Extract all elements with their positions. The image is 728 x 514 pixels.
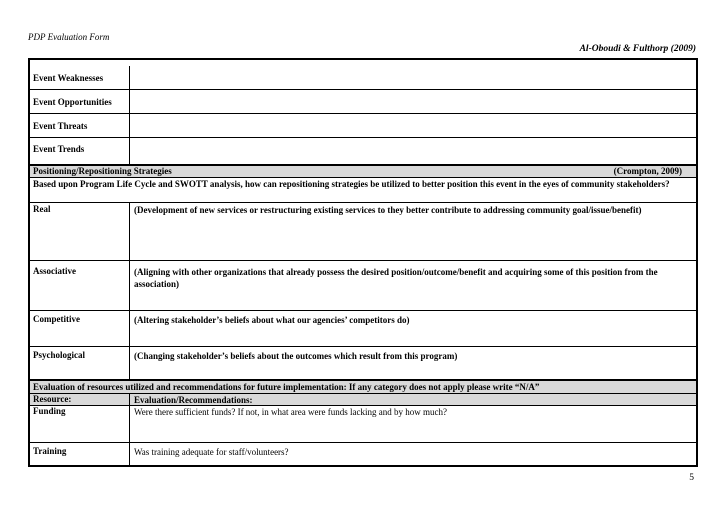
evaluation-heading-row xyxy=(30,381,696,394)
strategy-name: Associative xyxy=(33,266,76,276)
form-title: PDP Evaluation Form xyxy=(28,32,110,42)
positioning-question-row xyxy=(30,178,696,203)
resource-prompt: Were there sufficient funds? If not, in what area were funds lacking and by how much? xyxy=(134,407,447,417)
authors-citation: Al-Oboudi & Fulthorp (2009) xyxy=(579,44,696,54)
positioning-heading-row xyxy=(30,166,696,178)
strategy-row-psychological xyxy=(30,347,696,381)
resource-prompt: Was training adequate for staff/volunteers? xyxy=(134,447,289,457)
positioning-heading: Positioning/Repositioning Strategies xyxy=(33,166,172,176)
evaluation-form-table xyxy=(28,58,698,467)
evaluation-heading: Evaluation of resources utilized and recommendations for future implementation: If any category does not apply please write “N/A” xyxy=(33,382,540,392)
strategy-name: Real xyxy=(33,204,51,214)
strategy-row-associative xyxy=(30,261,696,311)
evaluation-column-headers xyxy=(30,394,696,406)
strategy-name: Competitive xyxy=(33,314,80,324)
strategy-description: (Altering stakeholder’s beliefs about what our agencies’ competitors do) xyxy=(134,315,410,325)
resource-name: Funding xyxy=(33,406,66,416)
positioning-citation: (Crompton, 2009) xyxy=(613,166,682,176)
row-label: Event Threats xyxy=(33,121,88,131)
event-opportunities-row xyxy=(30,90,696,114)
strategy-description: (Development of new services or restructuring existing services to they better contribute to addressing community goal/issue/benefit) xyxy=(134,205,642,215)
strategy-row-real xyxy=(30,203,696,261)
evaluation-row-funding xyxy=(30,406,696,443)
recommendations-column-header: Evaluation/Recommendations: xyxy=(134,395,253,405)
row-label: Event Trends xyxy=(33,144,85,154)
event-threats-row xyxy=(30,114,696,138)
positioning-question: Based upon Program Life Cycle and SWOTT analysis, how can repositioning strategies be utilized to better position this event in the eyes of community stakeholders? xyxy=(33,179,670,189)
resource-column-header: Resource: xyxy=(33,394,72,404)
event-weaknesses-row xyxy=(30,66,696,90)
resource-name: Training xyxy=(33,446,67,456)
strategy-name: Psychological xyxy=(33,350,85,360)
row-label: Event Opportunities xyxy=(33,97,112,107)
row-label: Event Weaknesses xyxy=(33,73,104,83)
evaluation-row-training xyxy=(30,443,696,467)
strategy-row-competitive xyxy=(30,311,696,347)
page-number: 5 xyxy=(689,473,694,483)
strategy-description: (Changing stakeholder’s beliefs about the outcomes which result from this program) xyxy=(134,351,458,361)
strategy-description: (Aligning with other organizations that already possess the desired position/outcome/benefit and acquiring some of this position from the association) xyxy=(134,267,658,289)
event-trends-row xyxy=(30,138,696,166)
